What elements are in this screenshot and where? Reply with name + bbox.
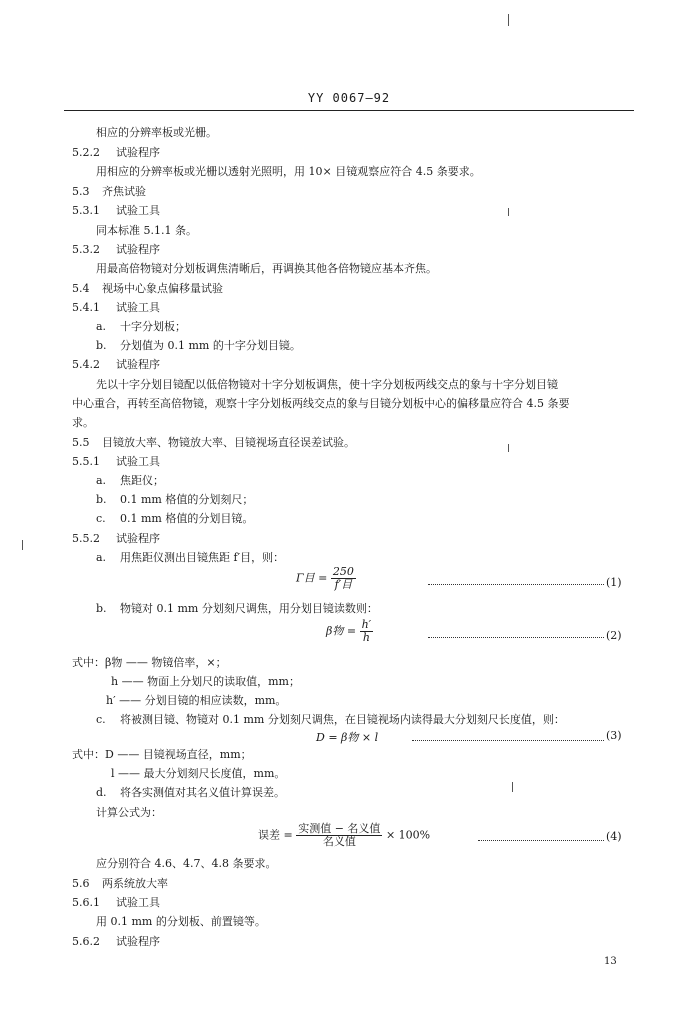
equation-number: (4)	[606, 830, 622, 843]
equation-number: (2)	[606, 629, 622, 642]
section-number: 5.3.1	[72, 204, 100, 217]
list-item	[96, 786, 285, 800]
section-heading	[72, 877, 168, 891]
section-heading	[72, 204, 160, 218]
where-clause: h′ —— 分划目镜的相应读数，mm。	[106, 694, 287, 707]
fraction-denominator: 名义值	[296, 835, 382, 848]
body-text: 应分别符合 4.6、4.7、4.8 条要求。	[96, 857, 277, 870]
section-title: 试验程序	[116, 935, 160, 948]
body-text: 用相应的分辨率板或光栅以透射光照明，用 10× 目镜观察应符合 4.5 条要求。	[96, 165, 481, 178]
body-text: 中心重合，再转至高倍物镜，观察十字分划板两线交点的象与目镜分划板中心的偏移量应符合 4.5 条要	[72, 397, 570, 410]
equation-lhs: Γ目 =	[296, 571, 328, 585]
section-heading	[72, 301, 160, 315]
list-marker: a.	[96, 320, 107, 333]
section-number: 5.5	[72, 436, 90, 449]
equation-1	[296, 566, 356, 591]
scan-artifact	[508, 444, 509, 452]
standard-code-header: YY 0067—92	[307, 91, 391, 105]
page-number: 13	[604, 956, 617, 967]
list-item	[96, 551, 284, 565]
section-number: 5.4	[72, 282, 90, 295]
section-title: 试验工具	[116, 896, 160, 909]
body-text: 求。	[72, 416, 94, 429]
body-text: 用 0.1 mm 的分划板、前置镜等。	[96, 915, 266, 928]
section-heading	[72, 358, 160, 372]
section-heading	[72, 455, 160, 469]
list-text: 十字分划板；	[120, 320, 186, 333]
section-title: 试验工具	[116, 455, 160, 468]
section-number: 5.4.2	[72, 358, 100, 371]
body-text: 用最高倍物镜对分划板调焦清晰后，再调换其他各倍物镜应基本齐焦。	[96, 262, 437, 275]
list-item	[96, 713, 565, 727]
equation-lhs: β物 =	[326, 624, 357, 638]
scan-artifact	[508, 208, 509, 216]
where-clause: h —— 物面上分划尺的读取值，mm；	[111, 675, 300, 688]
section-number: 5.6	[72, 877, 90, 890]
list-text: 0.1 mm 格值的分划目镜。	[120, 512, 254, 525]
leader-dots	[478, 840, 604, 841]
leader-dots	[412, 740, 604, 741]
section-title: 齐焦试验	[102, 185, 146, 198]
list-marker: a.	[96, 551, 107, 564]
list-item	[96, 320, 186, 334]
scan-artifact	[508, 14, 509, 26]
list-item	[96, 602, 378, 616]
section-heading	[72, 146, 160, 160]
fraction-denominator: h	[360, 631, 374, 644]
body-text: 计算公式为：	[96, 806, 162, 819]
equation-rhs: × 100%	[385, 828, 431, 842]
section-heading	[72, 282, 223, 296]
section-title: 视场中心象点偏移量试验	[102, 282, 223, 295]
list-marker: b.	[96, 339, 107, 352]
equation-fraction	[296, 823, 382, 848]
equation-3: D = β物 × l	[316, 731, 379, 744]
section-title: 试验程序	[116, 358, 160, 371]
list-text: 用焦距仪测出目镜焦距 f′目，则：	[120, 551, 285, 564]
fraction-numerator: 250	[332, 565, 354, 578]
leader-dots	[428, 637, 604, 638]
fraction-denominator: f′目	[331, 578, 356, 591]
equation-fraction	[360, 619, 374, 644]
list-text: 将被测目镜、物镜对 0.1 mm 分划刻尺调焦，在目镜视场内读得最大分划刻尺长度值，则：	[120, 713, 565, 726]
equation-4	[258, 823, 430, 848]
body-text: 先以十字分划目镜配以低倍物镜对十字分划板调焦，使十字分划板两线交点的象与十字分划目镜	[96, 378, 558, 391]
fraction-numerator: h′	[361, 618, 372, 631]
where-clause: l —— 最大分划刻尺长度值，mm。	[111, 767, 286, 780]
fraction-numerator: 实测值 − 名义值	[298, 822, 381, 835]
section-number: 5.4.1	[72, 301, 100, 314]
section-title: 试验程序	[116, 146, 160, 159]
list-text: 0.1 mm 格值的分划刻尺；	[120, 493, 254, 506]
section-number: 5.5.1	[72, 455, 100, 468]
section-title: 试验程序	[116, 243, 160, 256]
list-marker: c.	[96, 512, 106, 525]
section-title: 试验工具	[116, 204, 160, 217]
header-rule	[64, 110, 634, 111]
body-text: 相应的分辨率板或光栅。	[96, 126, 217, 139]
list-text: 分划值为 0.1 mm 的十字分划目镜。	[120, 339, 301, 352]
section-title: 目镜放大率、物镜放大率、目镜视场直径误差试验。	[102, 436, 355, 449]
section-title: 试验工具	[116, 301, 160, 314]
section-title: 两系统放大率	[102, 877, 168, 890]
list-marker: b.	[96, 493, 107, 506]
list-marker: a.	[96, 474, 107, 487]
where-clause: 式中：β物 —— 物镜倍率，×；	[72, 656, 227, 669]
section-heading	[72, 436, 355, 450]
section-title: 试验程序	[116, 532, 160, 545]
scan-artifact	[512, 782, 513, 792]
list-item	[96, 512, 253, 526]
section-number: 5.5.2	[72, 532, 100, 545]
section-number: 5.6.2	[72, 935, 100, 948]
list-item	[96, 474, 164, 488]
section-heading	[72, 185, 146, 199]
where-clause: 式中：D —— 目镜视场直径，mm；	[72, 748, 252, 761]
list-item	[96, 493, 253, 507]
list-text: 焦距仪；	[120, 474, 164, 487]
list-marker: b.	[96, 602, 107, 615]
list-marker: c.	[96, 713, 106, 726]
section-heading	[72, 896, 160, 910]
section-number: 5.6.1	[72, 896, 100, 909]
section-heading	[72, 532, 160, 546]
list-marker: d.	[96, 786, 107, 799]
scan-artifact	[22, 540, 23, 550]
list-text: 将各实测值对其名义值计算误差。	[120, 786, 285, 799]
list-item	[96, 339, 301, 353]
body-text: 同本标准 5.1.1 条。	[96, 224, 197, 237]
section-number: 5.3	[72, 185, 90, 198]
equation-fraction	[331, 566, 356, 591]
equation-number: (1)	[606, 576, 622, 589]
section-number: 5.2.2	[72, 146, 100, 159]
section-heading	[72, 243, 160, 257]
section-number: 5.3.2	[72, 243, 100, 256]
leader-dots	[428, 584, 604, 585]
list-text: 物镜对 0.1 mm 分划刻尺调焦，用分划目镜读数则：	[120, 602, 378, 615]
equation-2	[326, 619, 373, 644]
equation-lhs: 误差 =	[258, 828, 293, 842]
section-heading	[72, 935, 160, 949]
equation-number: (3)	[606, 729, 622, 742]
